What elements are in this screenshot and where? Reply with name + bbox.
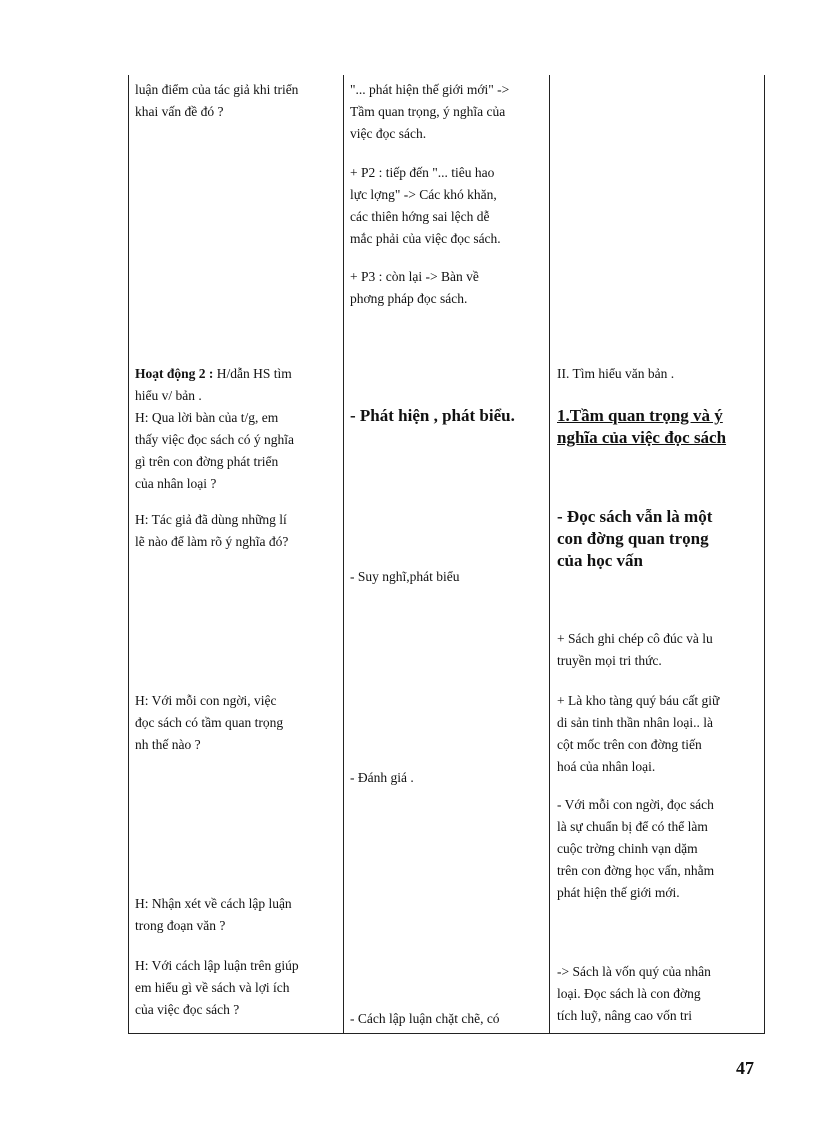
content-point-2: + Là kho tàng quý báu cất giữ di sản tinh thần nhân loại.. là cột mốc trên con đờng tiến hoá của nhân loại.: [557, 693, 720, 774]
student-answer-4: - Cách lập luận chặt chẽ, có: [350, 1011, 500, 1026]
key-point: - Đọc sách vẫn là một con đờng quan trọng của học vấn: [557, 507, 713, 570]
table-divider-2: [549, 75, 550, 1034]
question-3: H: Với mỗi con ngời, việc đọc sách có tầm quan trọng nh thế nào ?: [135, 693, 284, 752]
content-point-3: - Với mỗi con ngời, đọc sách là sự chuẩn bị để có thể làm cuộc trờng chinh vạn dặm trên con đờng học vấn, nhằm phát hiện thế giới mới.: [557, 797, 715, 900]
col2-paragraph-1: "... phát hiện thế giới mới" -> Tầm quan trọng, ý nghĩa của việc đọc sách.: [350, 82, 510, 141]
lesson-heading: 1.Tầm quan trọng và ý nghĩa của việc đọc sách: [557, 406, 727, 447]
col1-top-text: luận điểm của tác giả khi triển khai vấn đề đó ?: [135, 82, 299, 119]
student-answer-3: - Đánh giá .: [350, 770, 414, 785]
activity-2-label: Hoạt động 2 :: [135, 366, 214, 381]
question-2: H: Tác giả đã dùng những lí lẽ nào để làm rõ ý nghĩa đó?: [135, 512, 289, 549]
question-4: H: Nhận xét về cách lập luận trong đoạn văn ?: [135, 896, 292, 933]
table-bottom-border: [128, 1033, 765, 1034]
student-answer-2: - Suy nghĩ,phát biểu: [350, 569, 460, 584]
col2-paragraph-3: + P3 : còn lại -> Bàn về phơng pháp đọc sách.: [350, 269, 479, 306]
content-point-1: + Sách ghi chép cô đúc và lu truyền mọi tri thức.: [557, 631, 713, 668]
table-right-border: [764, 75, 765, 1034]
section-title: II. Tìm hiểu văn bản .: [557, 366, 675, 381]
table-left-border: [128, 75, 129, 1034]
activity-2-block: Hoạt động 2 : H/dẫn HS tìm hiểu v/ bản . H: Qua lời bàn của t/g, em thấy việc đọc sách có ý nghĩa gì trên con đờng phát triển của nhân loại ?: [135, 366, 294, 491]
col2-paragraph-2: + P2 : tiếp đến "... tiêu hao lực lợng" -> Các khó khăn, các thiên hớng sai lệch dễ mắc phải của việc đọc sách.: [350, 165, 501, 246]
question-5: H: Với cách lập luận trên giúp em hiểu gì về sách và lợi ích của việc đọc sách ?: [135, 958, 299, 1017]
student-answer-1: - Phát hiện , phát biểu.: [350, 406, 515, 425]
page-number: 47: [736, 1058, 754, 1078]
content-point-4: -> Sách là vốn quý của nhân loại. Đọc sách là con đờng tích luỹ, nâng cao vốn tri: [557, 964, 711, 1023]
table-divider-1: [343, 75, 344, 1034]
